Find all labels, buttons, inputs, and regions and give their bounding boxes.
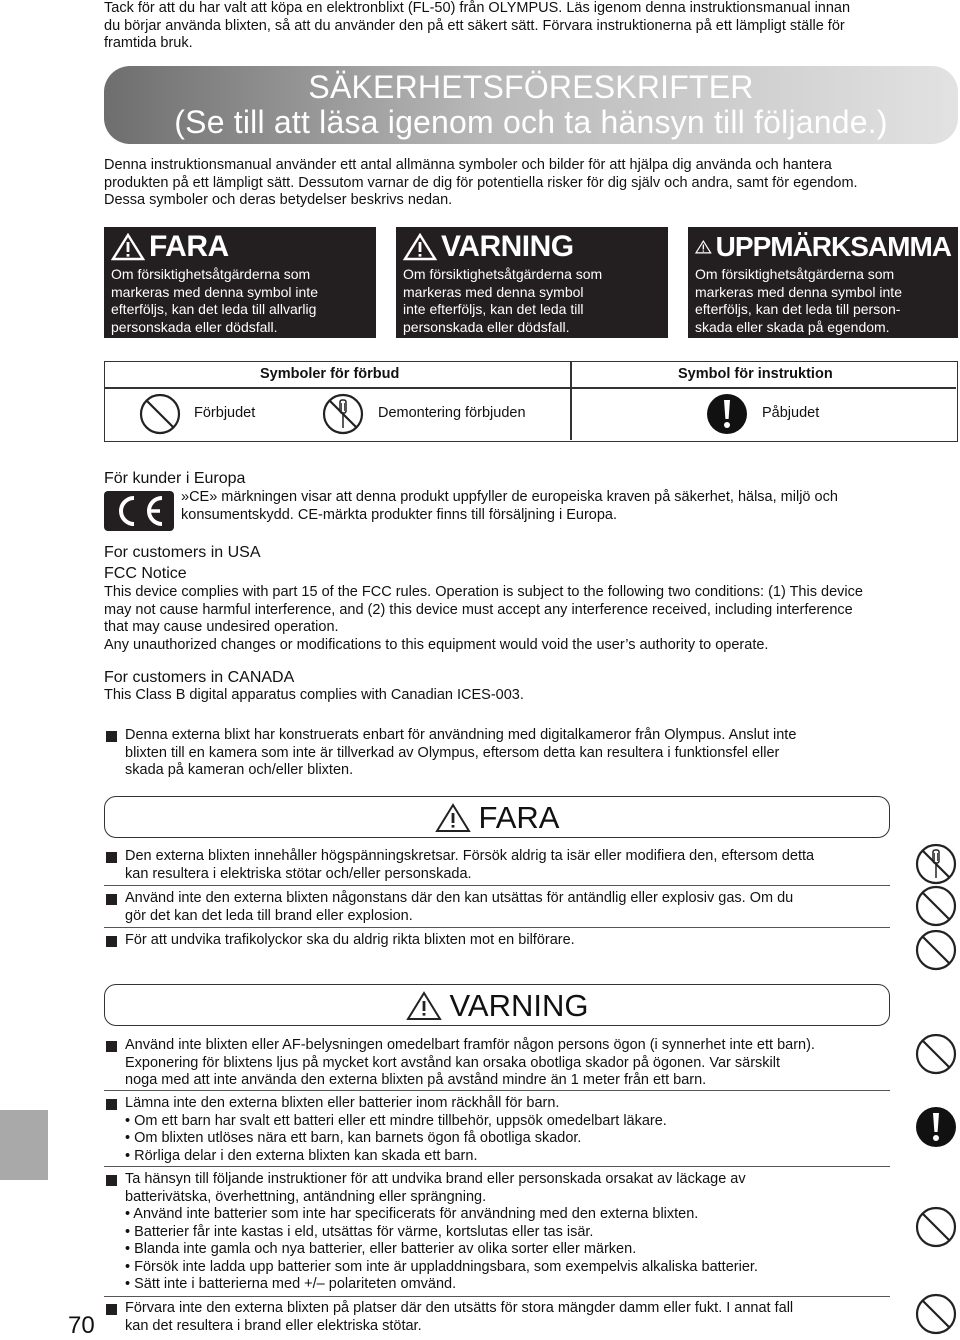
prohibition-icon bbox=[914, 1032, 958, 1076]
danger-item-line: För att undvika trafikolyckor ska du aldrig rikta blixten mot en bilförare. bbox=[125, 932, 575, 948]
usa-line: This device complies with part 15 of the FCC rules. Operation is subject to the following two conditions: (1) This device bbox=[104, 584, 863, 600]
warning-item-line: • Om blixten utlöses nära ett barn, kan barnets ögon få obotliga skador. bbox=[125, 1130, 582, 1146]
signal-text: markeras med denna symbol bbox=[403, 283, 584, 300]
intro-line: du börjar använda blixten, så att du använder den på ett säkert sätt. Förvara instruktionerna på ett lämpligt ställe för bbox=[104, 17, 845, 34]
prohibition-icon bbox=[138, 392, 182, 436]
bullet-square bbox=[106, 1304, 117, 1315]
warning-item-line: • Försök inte ladda upp batterier som inte är uppladdningsbara, som exempelvis alkaliska batterier. bbox=[125, 1258, 758, 1275]
prohibition-icon bbox=[914, 928, 958, 972]
warning-item-line: Förvara inte den externa blixten på platser där den utsätts för stora mängder damm eller fukt. I annat fall bbox=[125, 1300, 794, 1316]
warning-item bbox=[125, 1300, 793, 1335]
danger-item bbox=[125, 890, 793, 925]
signal-text: personskada eller dödsfall. bbox=[111, 318, 278, 335]
mandatory-label: Påbjudet bbox=[762, 405, 820, 421]
warning-item bbox=[125, 1171, 758, 1294]
signal-text: markeras med denna symbol inte bbox=[695, 283, 902, 300]
warning-item-line: • Blanda inte gamla och nya batterier, eller batterier av olika sorter eller märken. bbox=[125, 1241, 637, 1257]
chapter-side-tab bbox=[0, 1110, 48, 1180]
prohibition-icon bbox=[914, 1292, 958, 1336]
bullet-square bbox=[106, 1175, 117, 1186]
fcc-notice-heading: FCC Notice bbox=[104, 565, 187, 582]
warning-item-line: batterivätska, överhettning, antändning eller sprängning. bbox=[125, 1188, 487, 1205]
forbidden-label: Förbjudet bbox=[194, 405, 256, 421]
usa-line: may not cause harmful interference, and (2) this device must accept any interference received, including interference bbox=[104, 601, 853, 618]
usa-heading: For customers in USA bbox=[104, 544, 261, 561]
description-line: produkten på ett lämpligt sätt. Dessutom varnar de dig för potentiella risker för dig själv och andra, samt för egendom. bbox=[104, 174, 858, 191]
signal-box-danger bbox=[104, 227, 376, 338]
signal-text: Om försiktighetsåtgärderna som bbox=[111, 266, 311, 282]
warning-triangle-icon bbox=[435, 803, 471, 833]
note-line: skada på kameran och/eller blixten. bbox=[125, 762, 354, 778]
canada-heading: For customers in CANADA bbox=[104, 669, 295, 686]
warning-item-line: • Batterier får inte kastas i eld, utsättas för värme, kortslutas eller tas isär. bbox=[125, 1223, 594, 1240]
signal-text: markeras med denna symbol inte bbox=[111, 283, 318, 300]
danger-section-title: FARA bbox=[478, 800, 560, 835]
signal-title: UPPMÄRKSAMMA bbox=[715, 231, 951, 262]
table-divider bbox=[105, 387, 956, 389]
intro-line: Tack för att du har valt att köpa en elektronblixt (FL-50) från OLYMPUS. Läs igenom denna instruktionsmanual innan bbox=[104, 0, 851, 16]
description-line: Dessa symboler och deras betydelser beskrivs nedan. bbox=[104, 192, 453, 208]
prohibition-header: Symboler för förbud bbox=[260, 366, 400, 382]
symbol-table bbox=[104, 361, 958, 442]
bullet-square bbox=[106, 1041, 117, 1052]
ce-mark-logo bbox=[104, 491, 174, 531]
olympus-compatibility-note bbox=[125, 727, 796, 780]
warning-item-line: kan det resultera i brand eller elektriska stötar. bbox=[125, 1317, 422, 1334]
danger-item-line: kan resultera i elektriska stötar och/eller personskada. bbox=[125, 865, 472, 882]
danger-item-line: Använd inte den externa blixten någonstans där den kan utsättas för antändlig eller explosiv gas. Om du bbox=[125, 890, 794, 906]
signal-title: VARNING bbox=[441, 230, 574, 263]
prohibition-icon bbox=[914, 884, 958, 928]
warning-item-line: Exponering för blixtens ljus på mycket kort avstånd kan orsaka obotliga skador på ögonen. Var särskilt bbox=[125, 1054, 780, 1071]
instruction-header: Symbol för instruktion bbox=[678, 366, 833, 382]
separator-line bbox=[104, 927, 890, 928]
canada-line: This Class B digital apparatus complies with Canadian ICES-003. bbox=[104, 687, 524, 703]
canada-section bbox=[104, 668, 524, 705]
signal-box-caution bbox=[688, 227, 958, 338]
signal-text: Om försiktighetsåtgärderna som bbox=[695, 266, 895, 282]
warning-item bbox=[125, 1037, 815, 1090]
bullet-square bbox=[106, 894, 117, 905]
ce-mark-icon bbox=[104, 491, 174, 531]
signal-title: FARA bbox=[149, 230, 229, 263]
signal-text: inte efterföljs, kan det leda till bbox=[403, 301, 584, 318]
danger-item-line: gör det kan det leda till brand eller explosion. bbox=[125, 907, 413, 924]
signal-text: efterföljs, kan det leda till person- bbox=[695, 301, 901, 318]
bullet-square bbox=[106, 731, 117, 742]
warning-item-line: Lämna inte den externa blixten eller batterier inom räckhåll för barn. bbox=[125, 1095, 560, 1111]
warning-item-line: • Rörliga delar i den externa blixten kan skada ett barn. bbox=[125, 1147, 478, 1164]
no-disassembly-icon bbox=[321, 392, 365, 436]
danger-item-line: Den externa blixten innehåller högspänningskretsar. Försök aldrig ta isär eller modifiera den, eftersom detta bbox=[125, 848, 815, 864]
mandatory-icon bbox=[914, 1105, 958, 1149]
signal-text: skada eller skada på egendom. bbox=[695, 318, 890, 335]
warning-triangle-icon bbox=[695, 233, 712, 261]
usa-line: that may cause undesired operation. bbox=[104, 619, 339, 635]
warning-triangle-icon bbox=[111, 233, 145, 261]
separator-line bbox=[104, 1090, 890, 1091]
bullet-square bbox=[106, 936, 117, 947]
safety-banner bbox=[104, 66, 958, 144]
danger-section-banner bbox=[104, 796, 890, 838]
safety-banner-subtitle: (Se till att läsa igenom och ta hänsyn till följande.) bbox=[174, 104, 888, 140]
danger-item bbox=[125, 932, 575, 950]
warning-item-line: Ta hänsyn till följande instruktioner för att undvika brand eller personskada orsakat av läckage av bbox=[125, 1171, 746, 1187]
warning-item-line: Använd inte blixten eller AF-belysningen omedelbart framför någon persons ögon (i synnerhet inte ett barn). bbox=[125, 1037, 815, 1053]
page-number: 70 bbox=[68, 1312, 95, 1339]
bullet-square bbox=[106, 852, 117, 863]
intro-line: framtida bruk. bbox=[104, 35, 193, 51]
note-line: Denna externa blixt har konstruerats enbart för användning med digitalkameror från Olympus. Anslut inte bbox=[125, 727, 797, 743]
separator-line bbox=[104, 1166, 890, 1167]
no-disassembly-icon bbox=[914, 842, 958, 886]
mandatory-icon bbox=[705, 392, 749, 436]
europe-text bbox=[181, 489, 838, 524]
warning-item-line: • Om ett barn har svalt ett batteri eller ett mindre tillbehör, uppsök omedelbart läkare. bbox=[125, 1112, 667, 1129]
warning-triangle-icon bbox=[403, 233, 437, 261]
warning-triangle-icon bbox=[406, 991, 442, 1021]
warning-section-title: VARNING bbox=[449, 988, 589, 1023]
warning-section-banner bbox=[104, 984, 890, 1026]
warning-item bbox=[125, 1095, 667, 1165]
signal-box-warning bbox=[396, 227, 668, 338]
warning-item-line: • Använd inte batterier som inte har specificerats för användning med den externa blixten. bbox=[125, 1206, 699, 1222]
signal-text: efterföljs, kan det leda till allvarlig bbox=[111, 301, 317, 318]
warning-item-line: noga med att inte använda den externa blixten på avstånd mindre än 1 meter från ett barn. bbox=[125, 1072, 707, 1088]
description-line: Denna instruktionsmanual använder ett antal allmänna symboler och bilder för att hjälpa dig använda och hantera bbox=[104, 157, 832, 173]
danger-item bbox=[125, 848, 814, 883]
symbols-description bbox=[104, 157, 858, 210]
signal-text: Om försiktighetsåtgärderna som bbox=[403, 266, 603, 282]
usa-section bbox=[104, 543, 863, 654]
no-disassembly-label: Demontering förbjuden bbox=[378, 405, 526, 421]
europe-line: konsumentskydd. CE-märkta produkter finns till försäljning i Europa. bbox=[181, 506, 617, 523]
separator-line bbox=[104, 885, 890, 886]
europe-line: »CE» märkningen visar att denna produkt uppfyller de europeiska kraven på säkerhet, hälsa, miljö och bbox=[181, 489, 838, 505]
safety-banner-title: SÄKERHETSFÖRESKRIFTER bbox=[308, 69, 754, 105]
warning-item-line: • Sätt inte i batterierna med +/– polariteten omvänd. bbox=[125, 1276, 457, 1292]
bullet-square bbox=[106, 1099, 117, 1110]
intro-paragraph bbox=[104, 0, 850, 53]
usa-line: Any unauthorized changes or modifications to this equipment would void the user’s authority to operate. bbox=[104, 636, 769, 653]
note-line: blixten till en kamera som inte är tillverkad av Olympus, eftersom detta kan resultera i funktionsfel eller bbox=[125, 744, 780, 761]
europe-heading: För kunder i Europa bbox=[104, 470, 246, 487]
table-divider bbox=[570, 362, 572, 440]
separator-line bbox=[104, 1296, 890, 1297]
signal-text: personskada eller dödsfall. bbox=[403, 318, 570, 335]
prohibition-icon bbox=[914, 1205, 958, 1249]
